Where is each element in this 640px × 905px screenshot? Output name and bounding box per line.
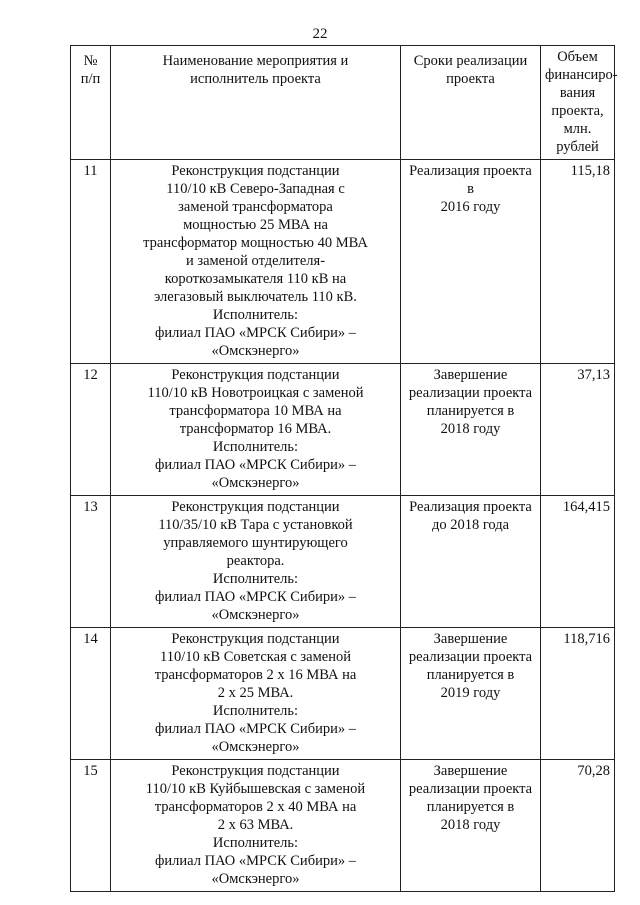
project-name-line: 110/10 кВ Куйбышевская с заменой bbox=[145, 781, 366, 797]
page-number: 22 bbox=[312, 26, 328, 42]
project-name-line: Реконструкция подстанции bbox=[171, 367, 340, 383]
project-name-line: Исполнитель: bbox=[212, 703, 299, 719]
project-name-line: Реконструкция подстанции bbox=[171, 499, 340, 515]
project-term-line: планируется в bbox=[426, 403, 515, 419]
project-name-line: заменой трансформатора bbox=[178, 199, 333, 215]
project-name-line: Реконструкция подстанции bbox=[171, 631, 340, 647]
project-term-line: Завершение bbox=[433, 763, 508, 779]
project-name bbox=[111, 364, 401, 496]
project-name-line: Исполнитель: bbox=[212, 439, 299, 455]
project-name-line: реактора. bbox=[226, 553, 285, 569]
header-term-line: проекта bbox=[446, 71, 495, 87]
project-name bbox=[111, 496, 401, 628]
project-name-line: трансформаторов 2 х 40 МВА на bbox=[154, 799, 357, 815]
project-term-line: Завершение bbox=[433, 367, 508, 383]
project-term bbox=[401, 364, 541, 496]
row-number: 11 bbox=[71, 160, 111, 364]
project-name-line: Исполнитель: bbox=[212, 307, 299, 323]
project-name-line: «Омскэнерго» bbox=[211, 739, 300, 755]
project-name-line: «Омскэнерго» bbox=[211, 343, 300, 359]
project-term-line: Завершение bbox=[433, 631, 508, 647]
project-name bbox=[111, 160, 401, 364]
project-name-line: короткозамыкателя 110 кВ на bbox=[164, 271, 347, 287]
project-term-line: 2018 году bbox=[440, 817, 501, 833]
project-name-line: филиал ПАО «МРСК Сибири» – bbox=[155, 721, 356, 737]
project-name bbox=[111, 760, 401, 892]
project-name-line: 110/10 кВ Советская с заменой bbox=[160, 649, 351, 665]
project-amount: 115,18 bbox=[541, 160, 615, 364]
project-term-line: реализации проекта bbox=[408, 385, 533, 401]
project-term-line: до 2018 года bbox=[431, 517, 510, 533]
project-term-line: 2019 году bbox=[440, 685, 501, 701]
header-name bbox=[111, 46, 401, 160]
project-name-line: 2 х 25 МВА. bbox=[217, 685, 294, 701]
project-term-line: реализации проекта bbox=[408, 781, 533, 797]
row-number: 13 bbox=[71, 496, 111, 628]
header-amount bbox=[541, 46, 618, 160]
project-name-line: Исполнитель: bbox=[212, 571, 299, 587]
table-row bbox=[71, 628, 615, 760]
project-name-line: мощностью 25 МВА на bbox=[183, 217, 328, 233]
project-term-line: планируется в bbox=[426, 667, 515, 683]
header-amount-line: финансиро- bbox=[545, 67, 618, 83]
row-number: 14 bbox=[71, 628, 111, 760]
header-num-line: п/п bbox=[80, 71, 101, 87]
header-term bbox=[401, 46, 541, 160]
project-name-line: филиал ПАО «МРСК Сибири» – bbox=[155, 589, 356, 605]
project-name-line: филиал ПАО «МРСК Сибири» – bbox=[155, 853, 356, 869]
project-name-line: 110/10 кВ Северо-Западная с bbox=[166, 181, 345, 197]
project-name-line: трансформаторов 2 х 16 МВА на bbox=[154, 667, 357, 683]
project-name-line: филиал ПАО «МРСК Сибири» – bbox=[155, 457, 356, 473]
row-number: 15 bbox=[71, 760, 111, 892]
table-row bbox=[71, 496, 615, 628]
project-term-line: 2018 году bbox=[440, 421, 501, 437]
project-term-line: Реализация проекта bbox=[409, 163, 532, 179]
header-name-line: исполнитель проекта bbox=[190, 71, 321, 87]
project-name-line: 110/10 кВ Новотроицкая с заменой bbox=[147, 385, 364, 401]
project-term-line: в bbox=[467, 181, 474, 197]
project-amount: 118,716 bbox=[541, 628, 615, 760]
header-amount-line: Объем bbox=[557, 49, 598, 65]
project-name-line: Реконструкция подстанции bbox=[171, 763, 340, 779]
table-row bbox=[71, 364, 615, 496]
project-name-line: элегазовый выключатель 110 кВ. bbox=[154, 289, 357, 305]
project-name-line: трансформатор мощностью 40 МВА bbox=[143, 235, 368, 251]
project-term-line: Реализация проекта bbox=[409, 499, 532, 515]
project-term-line: реализации проекта bbox=[408, 649, 533, 665]
project-name-line: управляемого шунтирующего bbox=[163, 535, 348, 551]
project-term-line: планируется в bbox=[426, 799, 515, 815]
projects-table bbox=[70, 45, 618, 892]
project-term bbox=[401, 160, 541, 364]
project-name-line: трансформатора 10 МВА на bbox=[169, 403, 342, 419]
row-number: 12 bbox=[71, 364, 111, 496]
header-amount-line: вания проекта, bbox=[551, 85, 604, 119]
project-amount: 164,415 bbox=[541, 496, 615, 628]
project-name-line: 2 х 63 МВА. bbox=[217, 817, 294, 833]
project-term bbox=[401, 628, 541, 760]
header-name-line: Наименование мероприятия и bbox=[162, 53, 349, 69]
project-name-line: филиал ПАО «МРСК Сибири» – bbox=[155, 325, 356, 341]
table-row bbox=[71, 760, 615, 892]
project-name-line: Исполнитель: bbox=[212, 835, 299, 851]
project-term bbox=[401, 496, 541, 628]
header-num bbox=[71, 46, 111, 160]
project-name-line: трансформатор 16 МВА. bbox=[179, 421, 332, 437]
project-name-line: Реконструкция подстанции bbox=[171, 163, 340, 179]
project-name-line: 110/35/10 кВ Тара с установкой bbox=[158, 517, 353, 533]
header-amount-line: млн. рублей bbox=[556, 121, 599, 155]
project-amount: 37,13 bbox=[541, 364, 615, 496]
header-num-line: № bbox=[83, 53, 98, 69]
project-name-line: «Омскэнерго» bbox=[211, 607, 300, 623]
project-term bbox=[401, 760, 541, 892]
project-name-line: «Омскэнерго» bbox=[211, 871, 300, 887]
table-header-row bbox=[71, 46, 615, 160]
project-term-line: 2016 году bbox=[440, 199, 501, 215]
project-name-line: «Омскэнерго» bbox=[211, 475, 300, 491]
header-term-line: Сроки реализации bbox=[413, 53, 528, 69]
project-name-line: и заменой отделителя- bbox=[185, 253, 326, 269]
project-amount: 70,28 bbox=[541, 760, 615, 892]
project-name bbox=[111, 628, 401, 760]
table-row bbox=[71, 160, 615, 364]
